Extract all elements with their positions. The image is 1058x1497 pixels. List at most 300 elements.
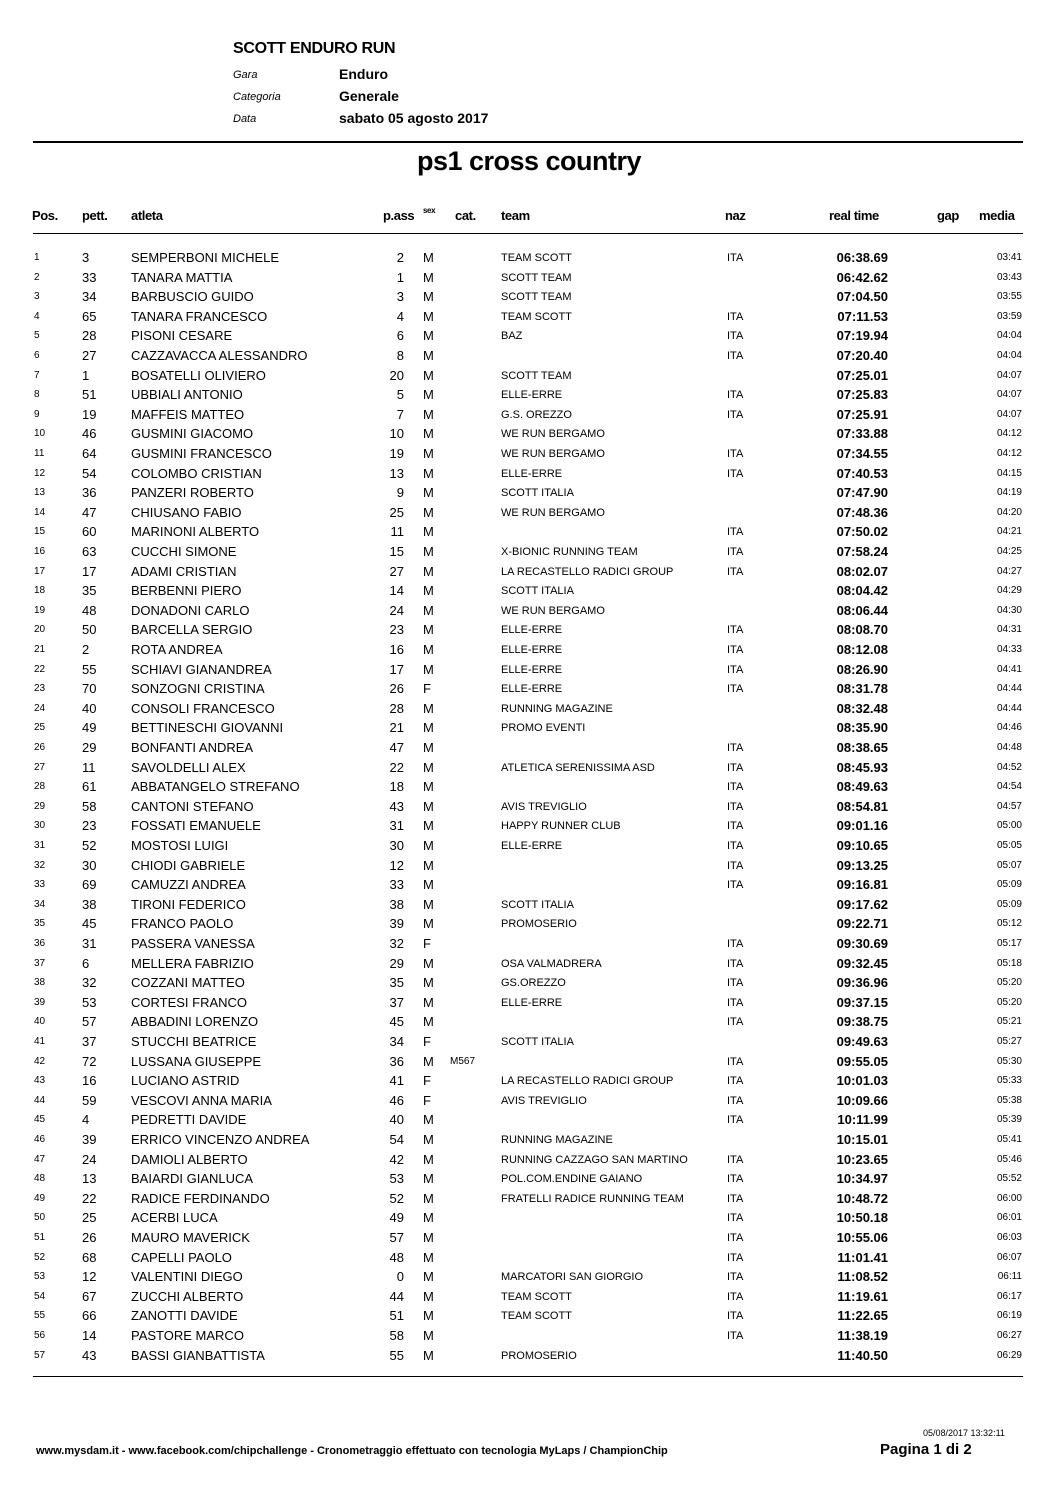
cell-pass: 17 [389, 661, 404, 677]
cell-team: RUNNING MAGAZINE [501, 702, 613, 715]
cell-media: 03:41 [996, 252, 1022, 263]
cell-pass: 7 [396, 406, 404, 422]
cell-atleta: ACERBI LUCA [131, 1210, 218, 1226]
cell-pett: 1 [82, 367, 90, 383]
cell-atleta: CHIUSANO FABIO [131, 504, 242, 520]
cell-media: 04:04 [996, 330, 1022, 342]
cell-naz: ITA [727, 1330, 744, 1342]
cell-media: 05:20 [996, 977, 1022, 989]
cell-pett: 31 [82, 936, 97, 951]
cell-real-time: 07:40.53 [836, 465, 888, 481]
cell-pett: 13 [82, 1171, 97, 1187]
cell-atleta: COZZANI MATTEO [131, 975, 245, 991]
cell-pett: 55 [82, 661, 97, 677]
cell-pett: 72 [82, 1053, 97, 1069]
cell-sex: M [423, 1210, 434, 1226]
cell-real-time: 09:32.45 [836, 955, 888, 971]
cell-pett: 17 [82, 563, 97, 579]
cell-pos: 49 [34, 1192, 46, 1204]
table-row [0, 877, 1058, 896]
cell-naz: ITA [727, 781, 744, 794]
table-row [0, 348, 1058, 367]
table-row [0, 1112, 1058, 1131]
cell-sex: M [423, 308, 434, 324]
cell-atleta: MOSTOSI LUIGI [131, 838, 229, 853]
cell-pos: 3 [34, 291, 40, 303]
cell-pass: 42 [389, 1151, 404, 1167]
cell-team: AVIS TREVIGLIO [501, 800, 587, 813]
cell-pett: 57 [82, 1014, 97, 1030]
cell-pett: 51 [82, 387, 97, 403]
cell-pos: 22 [34, 663, 46, 675]
cell-pett: 40 [82, 700, 97, 716]
cell-pass: 15 [389, 544, 404, 559]
cell-team: TEAM SCOTT [501, 252, 572, 264]
cell-pass: 51 [389, 1308, 404, 1324]
col-header-pos: Pos. [32, 208, 58, 223]
cell-pett: 60 [82, 524, 97, 540]
cell-real-time: 11:19.61 [837, 1288, 888, 1304]
cell-sex: M [423, 838, 434, 853]
cell-real-time: 09:01.16 [836, 818, 888, 834]
cell-atleta: FRANCO PAOLO [131, 916, 234, 932]
cell-pett: 43 [82, 1347, 97, 1363]
cell-naz: ITA [727, 546, 744, 558]
cell-team: FRATELLI RADICE RUNNING TEAM [501, 1192, 684, 1205]
cell-media: 04:15 [996, 467, 1022, 479]
table-row [0, 760, 1058, 779]
cell-naz: ITA [727, 1310, 744, 1323]
categoria-value: Generale [339, 88, 399, 104]
cell-pos: 24 [34, 702, 46, 714]
cell-team: RUNNING MAGAZINE [501, 1134, 613, 1146]
cell-team: BAZ [501, 330, 523, 343]
cell-pass: 21 [389, 720, 404, 736]
cell-naz: ITA [727, 526, 744, 539]
cell-real-time: 08:32.48 [836, 700, 888, 716]
cell-atleta: ROTA ANDREA [131, 642, 223, 657]
cell-team: SCOTT TEAM [501, 369, 572, 382]
cell-pos: 41 [34, 1036, 46, 1047]
cell-sex: M [423, 1230, 434, 1245]
cell-sex: M [423, 289, 434, 305]
cell-team: POL.COM.ENDINE GAIANO [501, 1173, 643, 1186]
cell-atleta: BARBUSCIO GUIDO [131, 289, 254, 305]
table-row [0, 838, 1058, 857]
cell-pass: 5 [396, 387, 404, 403]
cell-media: 04:30 [996, 604, 1022, 616]
cell-sex: M [423, 818, 434, 834]
cell-pos: 32 [34, 859, 46, 871]
cell-media: 05:07 [996, 859, 1022, 871]
table-row [0, 720, 1058, 739]
table-row [0, 544, 1058, 563]
cell-media: 05:39 [996, 1114, 1022, 1126]
cell-naz: ITA [727, 310, 744, 323]
cell-sex: M [423, 250, 434, 265]
cell-naz: ITA [727, 957, 744, 970]
cell-pass: 20 [389, 367, 404, 383]
cell-team: SCOTT ITALIA [501, 898, 574, 911]
cell-real-time: 09:10.65 [836, 838, 888, 853]
cell-pos: 46 [34, 1134, 46, 1145]
cell-pos: 6 [34, 350, 40, 361]
cell-cat: M567 [450, 1055, 476, 1067]
cell-pass: 23 [389, 622, 404, 638]
cell-pass: 55 [389, 1347, 404, 1363]
cell-pass: 10 [389, 426, 404, 442]
cell-naz: ITA [727, 448, 744, 460]
cell-real-time: 07:04.50 [836, 289, 888, 305]
cell-naz: ITA [727, 938, 744, 950]
cell-pass: 12 [389, 857, 404, 873]
cell-naz: ITA [727, 1075, 744, 1088]
cell-media: 03:59 [996, 310, 1022, 322]
cell-media: 05:33 [996, 1075, 1022, 1087]
cell-naz: ITA [727, 1055, 744, 1068]
cell-media: 04:07 [996, 389, 1022, 401]
cell-atleta: CHIODI GABRIELE [131, 857, 246, 873]
cell-pos: 33 [34, 879, 46, 891]
cell-media: 05:20 [996, 996, 1022, 1008]
cell-pos: 25 [34, 722, 46, 734]
cell-pett: 29 [82, 740, 97, 755]
cell-team: ELLE-ERRE [501, 467, 563, 480]
cell-naz: ITA [727, 565, 744, 578]
cell-real-time: 11:40.50 [837, 1347, 888, 1363]
cell-naz: ITA [727, 1251, 744, 1264]
table-row [0, 270, 1058, 289]
cell-real-time: 09:36.96 [836, 975, 888, 991]
cell-media: 04:52 [996, 761, 1022, 773]
cell-sex: M [423, 446, 434, 461]
cell-pass: 2 [396, 250, 404, 265]
cell-pos: 18 [34, 585, 46, 597]
cell-sex: M [423, 367, 434, 383]
cell-pett: 39 [82, 1132, 97, 1147]
cell-pos: 28 [34, 781, 46, 793]
cell-sex: M [423, 740, 434, 755]
cell-real-time: 08:38.65 [836, 740, 888, 755]
cell-real-time: 09:55.05 [836, 1053, 888, 1069]
table-row [0, 1132, 1058, 1151]
cell-pos: 4 [34, 310, 40, 322]
cell-media: 03:55 [996, 291, 1022, 303]
cell-sex: F [423, 1092, 431, 1108]
cell-pos: 14 [34, 506, 46, 518]
cell-naz: ITA [727, 330, 744, 343]
cell-real-time: 08:26.90 [836, 661, 888, 677]
cell-pos: 13 [34, 487, 46, 499]
cell-media: 06:01 [996, 1212, 1022, 1224]
cell-pass: 45 [389, 1014, 404, 1030]
cell-media: 04:31 [996, 624, 1022, 636]
cell-real-time: 09:22.71 [836, 916, 888, 932]
cell-team: SCOTT ITALIA [501, 1036, 574, 1048]
cell-sex: M [423, 642, 434, 657]
cell-pett: 34 [82, 289, 97, 305]
cell-pett: 66 [82, 1308, 97, 1324]
cell-real-time: 10:55.06 [836, 1230, 888, 1245]
cell-pass: 29 [389, 955, 404, 971]
cell-pett: 50 [82, 622, 97, 638]
cell-naz: ITA [727, 1016, 744, 1029]
cell-team: HAPPY RUNNER CLUB [501, 820, 621, 833]
cell-team: ELLE-ERRE [501, 644, 563, 656]
cell-media: 04:07 [996, 408, 1022, 420]
cell-real-time: 09:17.62 [836, 896, 888, 912]
table-row [0, 466, 1058, 485]
table-row [0, 662, 1058, 681]
cell-real-time: 10:01.03 [836, 1073, 888, 1089]
gara-value: Enduro [339, 66, 388, 82]
cell-naz: ITA [727, 644, 744, 656]
cell-pos: 42 [34, 1055, 46, 1067]
col-header-cat: cat. [455, 208, 476, 223]
cell-naz: ITA [727, 977, 744, 990]
table-row [0, 956, 1058, 975]
cell-real-time: 10:50.18 [836, 1210, 888, 1226]
cell-real-time: 07:58.24 [836, 544, 888, 559]
cell-pass: 28 [389, 700, 404, 716]
cell-sex: M [423, 426, 434, 442]
cell-real-time: 09:49.63 [836, 1034, 888, 1049]
cell-real-time: 09:38.75 [836, 1014, 888, 1030]
cell-pett: 54 [82, 465, 97, 481]
cell-real-time: 08:04.42 [836, 583, 888, 599]
cell-pos: 50 [34, 1212, 46, 1224]
cell-pett: 12 [82, 1269, 97, 1285]
cell-atleta: PEDRETTI DAVIDE [131, 1112, 247, 1128]
cell-team: MARCATORI SAN GIORGIO [501, 1271, 643, 1284]
cell-pos: 16 [34, 546, 46, 557]
cell-pass: 43 [389, 798, 404, 814]
cell-naz: ITA [727, 252, 744, 264]
cell-team: SCOTT TEAM [501, 271, 572, 284]
table-row [0, 1093, 1058, 1112]
cell-team: PROMO EVENTI [501, 722, 586, 735]
cell-atleta: GUSMINI FRANCESCO [131, 446, 272, 461]
col-header-real-time: real time [829, 208, 879, 223]
cell-team: G.S. OREZZO [501, 408, 572, 421]
cell-team: AVIS TREVIGLIO [501, 1094, 587, 1107]
cell-atleta: ZUCCHI ALBERTO [131, 1288, 244, 1304]
table-row [0, 1289, 1058, 1308]
data-value: sabato 05 agosto 2017 [339, 110, 489, 126]
cell-pass: 41 [389, 1073, 404, 1089]
section-title: ps1 cross country [416, 146, 642, 176]
table-row [0, 387, 1058, 406]
cell-pett: 69 [82, 877, 97, 893]
cell-pass: 4 [396, 308, 404, 324]
cell-pett: 28 [82, 328, 97, 344]
cell-atleta: BAIARDI GIANLUCA [131, 1171, 254, 1187]
cell-pass: 34 [389, 1034, 404, 1049]
cell-naz: ITA [727, 350, 744, 362]
cell-pass: 40 [389, 1112, 404, 1128]
cell-pos: 2 [34, 271, 40, 283]
cell-team: GS.OREZZO [501, 977, 566, 990]
cell-pass: 48 [389, 1249, 404, 1265]
cell-team: SCOTT ITALIA [501, 585, 574, 598]
cell-sex: M [423, 700, 434, 716]
cell-pett: 67 [82, 1288, 97, 1304]
cell-media: 04:48 [996, 742, 1022, 753]
cell-pos: 54 [34, 1290, 46, 1302]
cell-real-time: 06:38.69 [836, 250, 888, 265]
cell-sex: M [423, 955, 434, 971]
cell-pett: 61 [82, 779, 97, 795]
table-row [0, 328, 1058, 347]
cell-pass: 13 [389, 465, 404, 481]
cell-pass: 3 [396, 289, 404, 305]
cell-atleta: PANZERI ROBERTO [131, 485, 254, 501]
cell-pos: 52 [34, 1251, 46, 1263]
cell-atleta: SONZOGNI CRISTINA [131, 681, 265, 697]
cell-pett: 4 [82, 1112, 90, 1128]
table-row [0, 485, 1058, 504]
cell-real-time: 08:49.63 [836, 779, 888, 795]
categoria-label: Categoria [233, 91, 281, 103]
cell-sex: M [423, 485, 434, 501]
cell-team: ATLETICA SERENISSIMA ASD [501, 761, 655, 774]
table-row [0, 1014, 1058, 1033]
cell-atleta: UBBIALI ANTONIO [131, 387, 243, 403]
table-row [0, 426, 1058, 445]
cell-pett: 65 [82, 308, 97, 324]
cell-real-time: 10:23.65 [836, 1151, 888, 1167]
cell-atleta: CORTESI FRANCO [131, 994, 248, 1010]
table-row [0, 583, 1058, 602]
cell-real-time: 08:02.07 [836, 563, 888, 579]
cell-media: 05:21 [996, 1016, 1022, 1028]
cell-real-time: 08:08.70 [836, 622, 888, 638]
cell-sex: M [423, 1053, 434, 1069]
cell-media: 04:19 [996, 487, 1022, 499]
cell-media: 04:12 [996, 428, 1022, 440]
cell-pos: 19 [34, 604, 46, 616]
cell-media: 05:09 [996, 879, 1022, 891]
cell-pass: 27 [389, 563, 404, 579]
cell-naz: ITA [727, 840, 744, 852]
cell-atleta: FOSSATI EMANUELE [131, 818, 261, 834]
cell-pett: 64 [82, 446, 97, 461]
cell-naz: ITA [727, 1271, 744, 1284]
cell-pos: 11 [34, 448, 45, 459]
table-row [0, 1328, 1058, 1347]
page-number: Pagina 1 di 2 [880, 1441, 972, 1458]
cell-pett: 45 [82, 916, 97, 932]
cell-pett: 58 [82, 798, 97, 814]
cell-naz: ITA [727, 467, 744, 480]
table-row [0, 858, 1058, 877]
cell-team: X-BIONIC RUNNING TEAM [501, 546, 638, 558]
cell-atleta: TANARA FRANCESCO [131, 308, 268, 324]
cell-real-time: 07:19.94 [836, 328, 888, 344]
cell-pos: 53 [34, 1271, 46, 1283]
header-divider [33, 233, 1023, 234]
table-row [0, 603, 1058, 622]
cell-media: 04:44 [996, 702, 1022, 714]
cell-pett: 25 [82, 1210, 97, 1226]
cell-atleta: BARCELLA SERGIO [131, 622, 253, 638]
cell-team: PROMOSERIO [501, 1349, 577, 1362]
cell-sex: M [423, 1014, 434, 1030]
cell-media: 04:20 [996, 506, 1022, 518]
cell-pos: 35 [34, 918, 46, 930]
cell-pos: 57 [34, 1349, 46, 1361]
cell-atleta: MAFFEIS MATTEO [131, 406, 245, 422]
cell-pett: 46 [82, 426, 97, 442]
cell-team: ELLE-ERRE [501, 389, 563, 402]
cell-real-time: 10:34.97 [836, 1171, 888, 1187]
cell-pos: 38 [34, 977, 46, 989]
cell-real-time: 07:34.55 [836, 446, 888, 461]
table-row [0, 1054, 1058, 1073]
cell-atleta: PASTORE MARCO [131, 1328, 244, 1343]
cell-pass: 39 [389, 916, 404, 932]
cell-naz: ITA [727, 879, 744, 892]
cell-media: 04:44 [996, 683, 1022, 695]
col-header-pass: p.ass [383, 208, 415, 223]
cell-pett: 59 [82, 1092, 97, 1108]
cell-pass: 33 [389, 877, 404, 893]
cell-team: PROMOSERIO [501, 918, 577, 931]
cell-media: 06:03 [996, 1232, 1022, 1243]
cell-pass: 36 [389, 1053, 404, 1069]
cell-naz: ITA [727, 1153, 744, 1166]
cell-atleta: CAMUZZI ANDREA [131, 877, 246, 893]
cell-pos: 17 [34, 565, 46, 577]
cell-pass: 54 [389, 1132, 404, 1147]
cell-team: ELLE-ERRE [501, 840, 563, 852]
cell-media: 06:27 [996, 1330, 1022, 1341]
table-row [0, 250, 1058, 269]
cell-atleta: MELLERA FABRIZIO [131, 955, 254, 971]
cell-real-time: 11:08.52 [837, 1269, 888, 1285]
cell-sex: M [423, 994, 434, 1010]
cell-atleta: BERBENNI PIERO [131, 583, 242, 599]
cell-pos: 45 [34, 1114, 46, 1126]
table-row [0, 818, 1058, 837]
cell-atleta: VALENTINI DIEGO [131, 1269, 243, 1285]
cell-pett: 14 [82, 1328, 97, 1343]
cell-media: 05:38 [996, 1094, 1022, 1106]
cell-real-time: 06:42.62 [836, 269, 888, 285]
cell-pett: 47 [82, 504, 97, 520]
cell-media: 05:27 [996, 1036, 1022, 1047]
cell-atleta: CAZZAVACCA ALESSANDRO [131, 348, 308, 363]
cell-real-time: 09:37.15 [836, 994, 888, 1010]
cell-media: 05:09 [996, 898, 1022, 910]
cell-naz: ITA [727, 859, 744, 872]
cell-sex: M [423, 524, 434, 540]
table-row [0, 779, 1058, 798]
cell-pett: 63 [82, 544, 97, 559]
table-row [0, 1269, 1058, 1288]
cell-pos: 9 [34, 408, 40, 420]
cell-sex: M [423, 1112, 434, 1128]
cell-team: ELLE-ERRE [501, 624, 563, 637]
cell-real-time: 11:38.19 [837, 1328, 888, 1343]
cell-pass: 26 [389, 681, 404, 697]
table-row [0, 446, 1058, 465]
cell-pos: 15 [34, 526, 46, 538]
cell-pos: 37 [34, 957, 46, 969]
cell-media: 05:18 [996, 957, 1022, 969]
cell-atleta: MARINONI ALBERTO [131, 524, 260, 540]
cell-real-time: 07:25.01 [836, 367, 888, 383]
